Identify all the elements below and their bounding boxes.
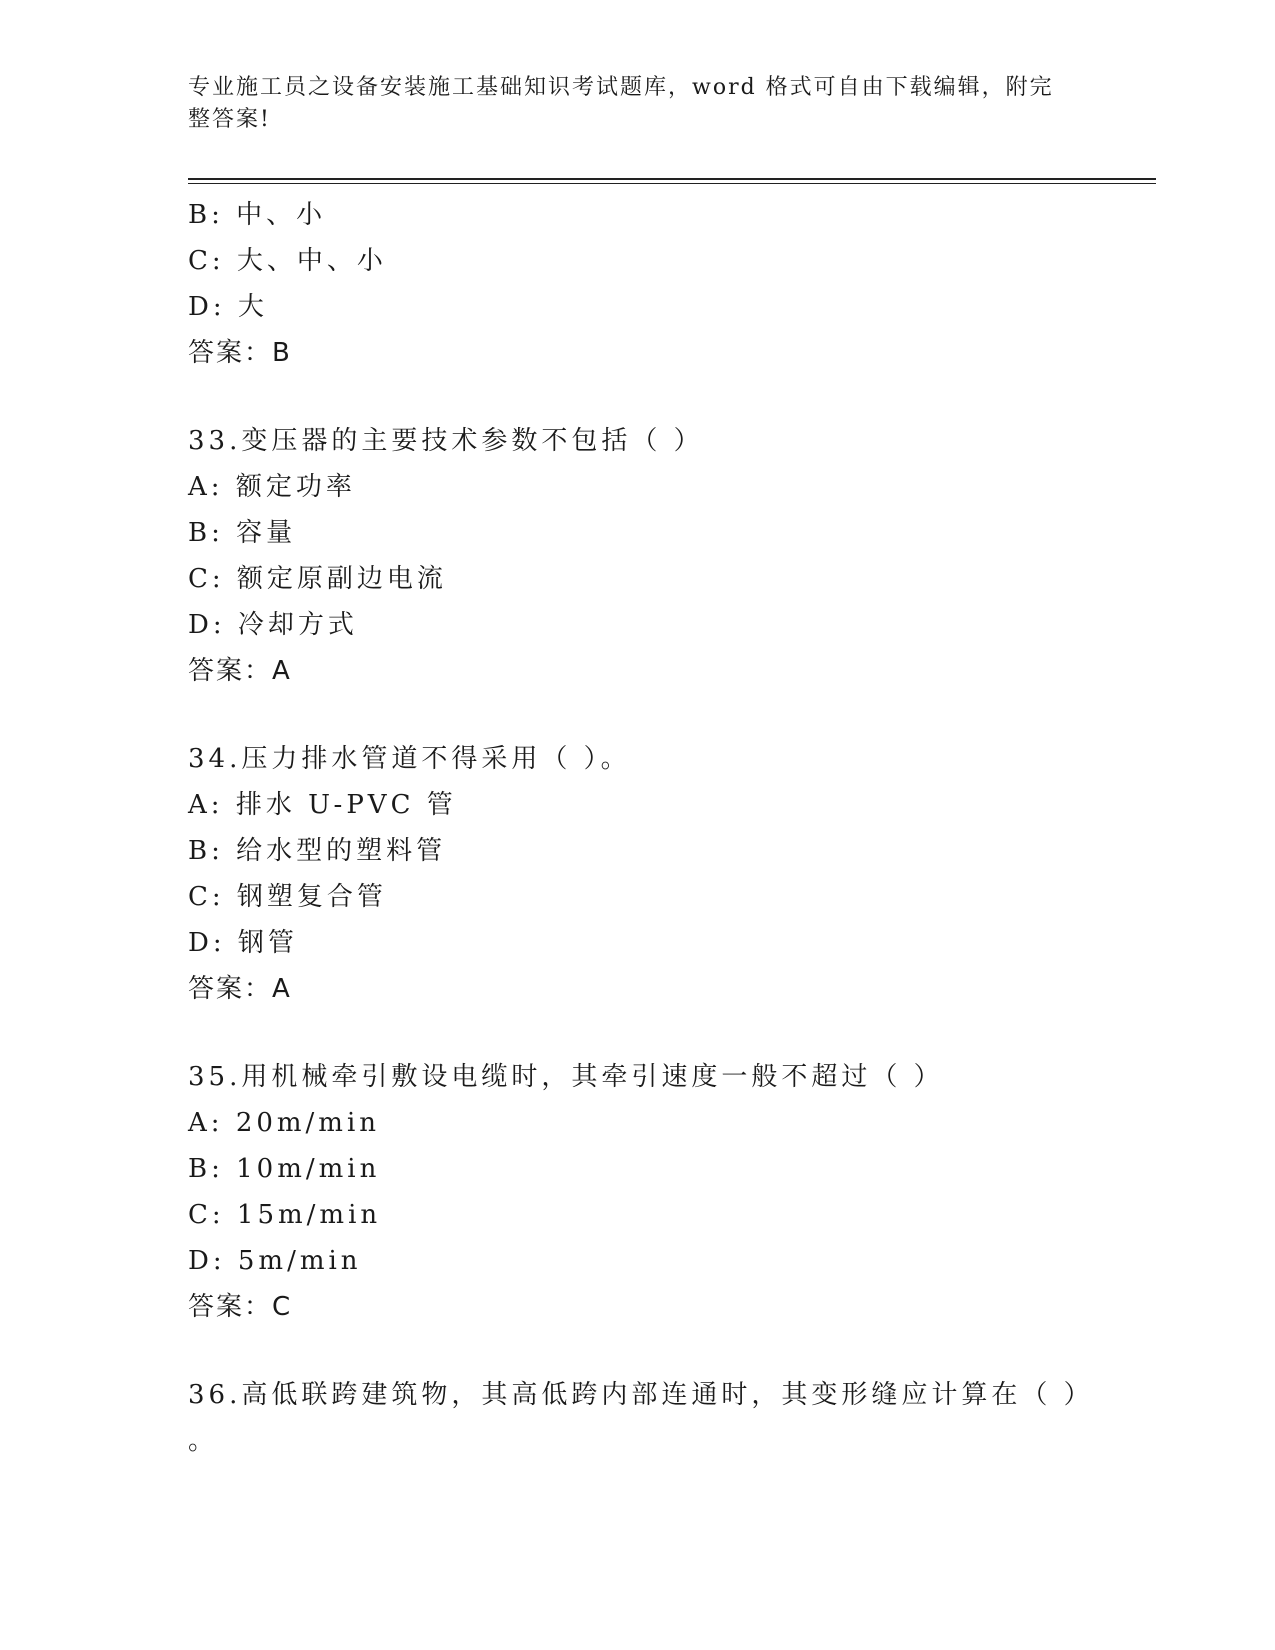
option-letter: B: bbox=[188, 836, 224, 866]
option-b bbox=[188, 510, 1148, 556]
header-divider-thick bbox=[188, 178, 1156, 180]
question-stem: 36.高低联跨建筑物，其高低跨内部连通时，其变形缝应计算在（ ） bbox=[188, 1380, 1094, 1410]
option-c bbox=[188, 874, 1148, 920]
question-34 bbox=[188, 736, 1148, 1012]
option-text: 中、小 bbox=[236, 200, 327, 230]
option-d bbox=[188, 602, 1148, 648]
option-text: 大、中、小 bbox=[236, 246, 387, 276]
question-35 bbox=[188, 1054, 1148, 1330]
option-letter: C: bbox=[188, 1200, 225, 1230]
option-text: 冷却方式 bbox=[237, 610, 358, 640]
option-letter: C: bbox=[188, 882, 225, 912]
option-b bbox=[188, 828, 1148, 874]
question-stem: 33.变压器的主要技术参数不包括（ ） bbox=[188, 426, 704, 456]
option-letter: D: bbox=[188, 928, 226, 958]
option-d bbox=[188, 920, 1148, 966]
option-letter: A: bbox=[188, 472, 224, 502]
answer-line: 答案：B bbox=[188, 338, 292, 368]
answer-line: 答案：C bbox=[188, 1292, 293, 1322]
question-stem: 35.用机械牵引敷设电缆时，其牵引速度一般不超过（ ） bbox=[188, 1062, 944, 1092]
question-33 bbox=[188, 418, 1148, 694]
option-b bbox=[188, 192, 1148, 238]
option-letter: A: bbox=[188, 1108, 224, 1138]
option-text: 容量 bbox=[236, 518, 297, 548]
option-text: 给水型的塑料管 bbox=[236, 836, 447, 866]
option-text: 20m/min bbox=[235, 1108, 381, 1138]
option-a bbox=[188, 782, 1148, 828]
option-text: 额定功率 bbox=[235, 472, 356, 502]
option-d bbox=[188, 1238, 1148, 1284]
question-list bbox=[188, 192, 1148, 1464]
option-text: 钢塑复合管 bbox=[236, 882, 387, 912]
option-c bbox=[188, 556, 1148, 602]
option-letter: D: bbox=[188, 610, 226, 640]
option-text: 大 bbox=[237, 292, 268, 322]
answer-line: 答案：A bbox=[188, 974, 292, 1004]
option-text: 10m/min bbox=[236, 1154, 381, 1184]
option-a bbox=[188, 1100, 1148, 1146]
continued-question bbox=[188, 192, 1148, 376]
answer-line: 答案：A bbox=[188, 656, 292, 686]
question-36 bbox=[188, 1372, 1148, 1464]
document-header bbox=[188, 72, 1068, 136]
option-letter: C: bbox=[188, 246, 225, 276]
option-a bbox=[188, 464, 1148, 510]
option-letter: C: bbox=[188, 564, 225, 594]
option-letter: D: bbox=[188, 292, 226, 322]
option-letter: B: bbox=[188, 1154, 224, 1184]
option-text: 额定原副边电流 bbox=[236, 564, 447, 594]
option-letter: D: bbox=[188, 1246, 226, 1276]
option-text: 钢管 bbox=[237, 928, 298, 958]
option-letter: B: bbox=[188, 200, 224, 230]
question-stem: 34.压力排水管道不得采用（ ）。 bbox=[188, 744, 631, 774]
option-b bbox=[188, 1146, 1148, 1192]
question-stem-continuation: 。 bbox=[188, 1426, 219, 1456]
option-c bbox=[188, 238, 1148, 284]
option-d bbox=[188, 284, 1148, 330]
header-text: 专业施工员之设备安装施工基础知识考试题库，word 格式可自由下载编辑，附完整答案! bbox=[188, 75, 1054, 132]
option-letter: B: bbox=[188, 518, 224, 548]
header-divider-thin bbox=[188, 183, 1156, 184]
option-letter: A: bbox=[188, 790, 224, 820]
option-text: 5m/min bbox=[237, 1246, 362, 1276]
option-text: 15m/min bbox=[236, 1200, 382, 1230]
option-text: 排水 U-PVC 管 bbox=[235, 790, 457, 820]
option-c bbox=[188, 1192, 1148, 1238]
